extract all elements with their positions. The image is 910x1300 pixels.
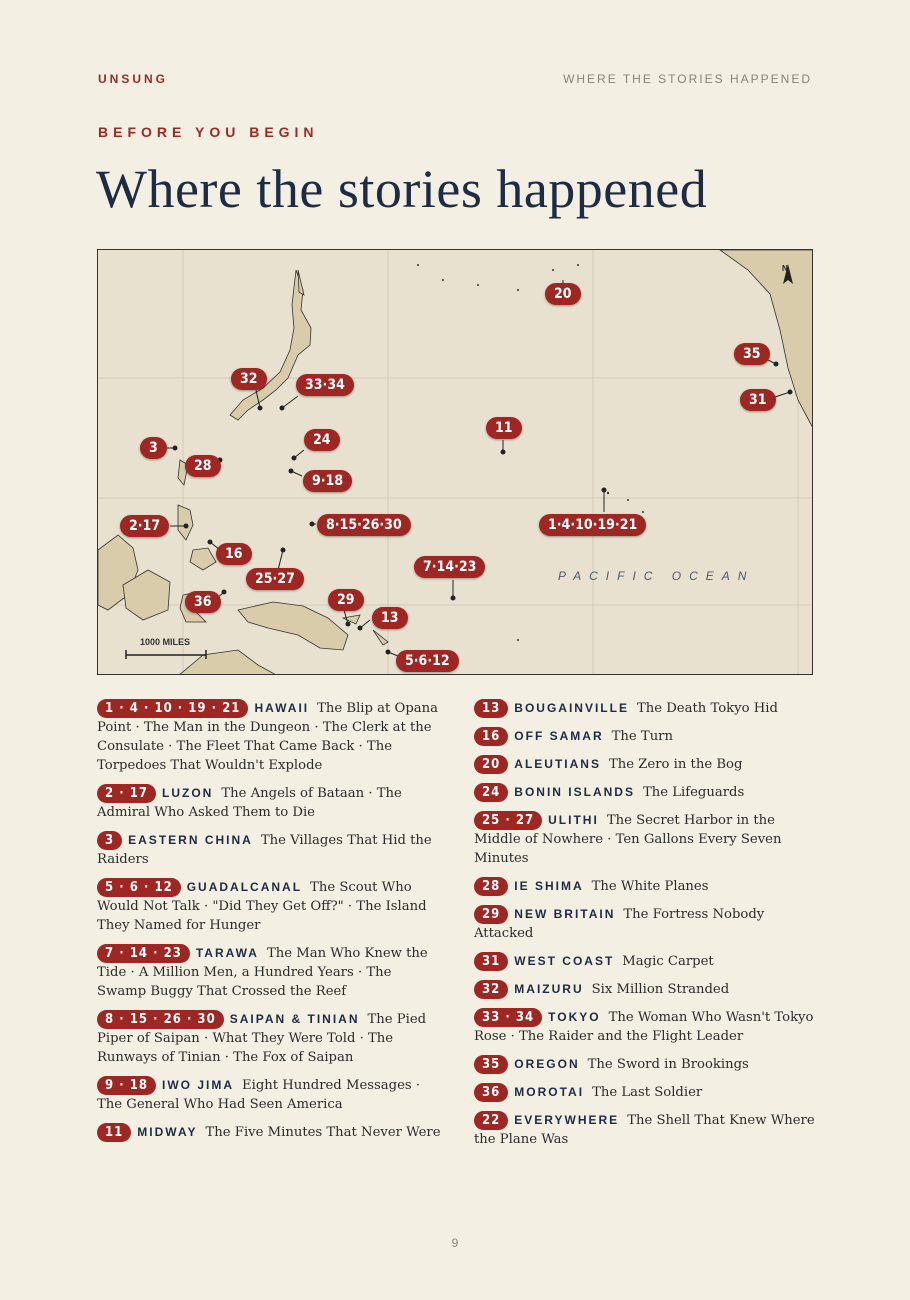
- map-pin[interactable]: 25·27: [246, 568, 304, 590]
- index-entry-eastern-china[interactable]: [97, 831, 442, 869]
- index-entry-everywhere[interactable]: [474, 1111, 819, 1149]
- scale-label: 1000 MILES: [140, 637, 191, 647]
- index-entry-hawaii[interactable]: [97, 699, 442, 775]
- story-number-badge: 11: [97, 1123, 131, 1142]
- story-index-left: [97, 699, 442, 1151]
- map-pin[interactable]: 5·6·12: [396, 650, 459, 672]
- map-pin[interactable]: 35: [734, 343, 770, 365]
- place-name: GUADALCANAL: [186, 880, 303, 894]
- place-name: OREGON: [514, 1057, 580, 1071]
- japan-land: [230, 270, 311, 420]
- page-number: 9: [451, 1236, 459, 1250]
- story-titles: The Angels of Bataan · The Admiral Who Asked Them to Die: [97, 786, 402, 820]
- story-titles: The Villages That Hid the Raiders: [97, 833, 432, 867]
- story-number-badge: 8 · 15 · 26 · 30: [97, 1010, 224, 1029]
- index-entry-luzon[interactable]: [97, 784, 442, 822]
- map-pin[interactable]: 20: [545, 283, 581, 305]
- place-name: IWO JIMA: [162, 1078, 234, 1092]
- story-titles: The Pied Piper of Saipan · What They Were Told · The Runways of Tinian · The Fox of Saipan: [97, 1012, 427, 1065]
- north-label: N: [782, 264, 788, 273]
- index-entry-iwo-jima[interactable]: [97, 1076, 442, 1114]
- index-entry-oregon[interactable]: [474, 1055, 819, 1074]
- index-entry-aleutians[interactable]: [474, 755, 819, 774]
- story-titles: The Fortress Nobody Attacked: [474, 907, 765, 941]
- running-head-brand: UNSUNG: [98, 72, 169, 86]
- map-pin[interactable]: 28: [185, 455, 221, 477]
- luzon-land: [178, 505, 193, 540]
- place-name: ALEUTIANS: [514, 757, 601, 771]
- mindanao-land: [190, 548, 216, 570]
- index-entry-ulithi[interactable]: [474, 811, 819, 868]
- index-entry-tokyo[interactable]: [474, 1008, 819, 1046]
- index-entry-midway[interactable]: [97, 1123, 442, 1142]
- map-pin[interactable]: 31: [740, 389, 776, 411]
- map-pin[interactable]: 2·17: [120, 515, 169, 537]
- index-entry-west-coast[interactable]: [474, 952, 819, 971]
- map-pin[interactable]: 32: [231, 368, 267, 390]
- index-entry-new-britain[interactable]: [474, 905, 819, 943]
- story-number-badge: 2 · 17: [97, 784, 156, 803]
- ocean-label: PACIFIC OCEAN: [558, 569, 755, 583]
- place-name: LUZON: [162, 786, 214, 800]
- scale-bar: [126, 650, 206, 659]
- map-pin[interactable]: 16: [216, 543, 252, 565]
- story-titles: The White Planes: [591, 879, 709, 894]
- story-titles: The Woman Who Wasn't Tokyo Rose · The Raider and the Flight Leader: [474, 1010, 814, 1044]
- story-titles: The Blip at Opana Point · The Man in the Dungeon · The Clerk at the Consulate · The Fleet That Came Back · The Torpedoes That Wouldn't Explode: [97, 701, 438, 773]
- running-head-section: WHERE THE STORIES HAPPENED: [563, 72, 812, 86]
- place-name: MOROTAI: [514, 1085, 585, 1099]
- story-titles: Eight Hundred Messages · The General Who Had Seen America: [97, 1078, 421, 1112]
- place-name: EASTERN CHINA: [128, 833, 253, 847]
- story-number-badge: 5 · 6 · 12: [97, 878, 181, 897]
- place-name: BOUGAINVILLE: [514, 701, 629, 715]
- new-guinea-land: [238, 602, 348, 650]
- page-title: Where the stories happened: [96, 159, 708, 219]
- story-number-badge: 3: [97, 831, 122, 850]
- solomons-land: [373, 630, 388, 645]
- story-number-badge: 33 · 34: [474, 1008, 542, 1027]
- map-pin[interactable]: 9·18: [303, 470, 352, 492]
- story-number-badge: 9 · 18: [97, 1076, 156, 1095]
- place-name: MAIZURU: [514, 982, 584, 996]
- story-titles: The Scout Who Would Not Talk · "Did They Get Off?" · The Island They Named for Hunger: [97, 880, 427, 933]
- section-kicker: BEFORE YOU BEGIN: [98, 124, 319, 140]
- place-name: MIDWAY: [137, 1125, 198, 1139]
- map-pin[interactable]: 11: [486, 417, 522, 439]
- story-titles: The Turn: [611, 729, 673, 744]
- sakhalin-land: [298, 270, 304, 295]
- story-number-badge: 16: [474, 727, 508, 746]
- story-titles: The Death Tokyo Hid: [636, 701, 778, 716]
- place-name: OFF SAMAR: [514, 729, 604, 743]
- story-number-badge: 25 · 27: [474, 811, 542, 830]
- map-pin[interactable]: 7·14·23: [414, 556, 485, 578]
- place-name: IE SHIMA: [514, 879, 584, 893]
- index-entry-morotai[interactable]: [474, 1083, 819, 1102]
- story-number-badge: 32: [474, 980, 508, 999]
- story-number-badge: 13: [474, 699, 508, 718]
- place-name: SAIPAN & TINIAN: [229, 1012, 360, 1026]
- story-titles: The Secret Harbor in the Middle of Nowhere · Ten Gallons Every Seven Minutes: [474, 813, 782, 866]
- story-titles: The Five Minutes That Never Were: [205, 1125, 441, 1140]
- map-pin[interactable]: 33·34: [296, 374, 354, 396]
- story-number-badge: 31: [474, 952, 508, 971]
- story-number-badge: 29: [474, 905, 508, 924]
- place-name: BONIN ISLANDS: [514, 785, 635, 799]
- australia-land: [178, 650, 278, 675]
- story-titles: The Zero in the Bog: [608, 757, 743, 772]
- map-pin[interactable]: 3: [140, 437, 167, 459]
- story-titles: The Man Who Knew the Tide · A Million Men, a Hundred Years · The Swamp Buggy That Crossed the Reef: [97, 946, 428, 999]
- place-name: EVERYWHERE: [514, 1113, 620, 1127]
- map-pin[interactable]: 29: [328, 589, 364, 611]
- map-pin[interactable]: 13: [372, 607, 408, 629]
- island-dots: [417, 264, 644, 666]
- pin-leaders: [164, 280, 792, 656]
- story-number-badge: 24: [474, 783, 508, 802]
- map-pin[interactable]: 24: [304, 429, 340, 451]
- story-number-badge: 1 · 4 · 10 · 19 · 21: [97, 699, 248, 718]
- story-titles: The Lifeguards: [642, 785, 745, 800]
- story-number-badge: 7 · 14 · 23: [97, 944, 190, 963]
- map-pin[interactable]: 36: [185, 591, 221, 613]
- story-titles: Magic Carpet: [622, 954, 714, 969]
- index-entry-bougainville[interactable]: [474, 699, 819, 718]
- place-name: NEW BRITAIN: [514, 907, 616, 921]
- story-index-right: [474, 699, 819, 1158]
- index-entry-ie-shima[interactable]: [474, 877, 819, 896]
- story-titles: The Shell That Knew Where the Plane Was: [474, 1113, 815, 1147]
- pacific-map: [97, 249, 813, 675]
- place-name: TARAWA: [195, 946, 259, 960]
- index-entry-guadalcanal[interactable]: [97, 878, 442, 935]
- index-entry-maizuru[interactable]: [474, 980, 819, 999]
- story-number-badge: 20: [474, 755, 508, 774]
- story-number-badge: 28: [474, 877, 508, 896]
- map-pin[interactable]: 1·4·10·19·21: [539, 514, 646, 536]
- place-name: TOKYO: [548, 1010, 601, 1024]
- story-number-badge: 35: [474, 1055, 508, 1074]
- story-titles: The Last Soldier: [592, 1085, 703, 1100]
- index-entry-off-samar[interactable]: [474, 727, 819, 746]
- story-titles: The Sword in Brookings: [587, 1057, 749, 1072]
- index-entry-tarawa[interactable]: [97, 944, 442, 1001]
- map-pin[interactable]: 8·15·26·30: [317, 514, 411, 536]
- story-number-badge: 22: [474, 1111, 508, 1130]
- place-name: WEST COAST: [514, 954, 615, 968]
- story-number-badge: 36: [474, 1083, 508, 1102]
- story-titles: Six Million Stranded: [591, 982, 730, 997]
- index-entry-bonin-islands[interactable]: [474, 783, 819, 802]
- place-name: ULITHI: [548, 813, 599, 827]
- index-entry-saipan-tinian[interactable]: [97, 1010, 442, 1067]
- place-name: HAWAII: [254, 701, 310, 715]
